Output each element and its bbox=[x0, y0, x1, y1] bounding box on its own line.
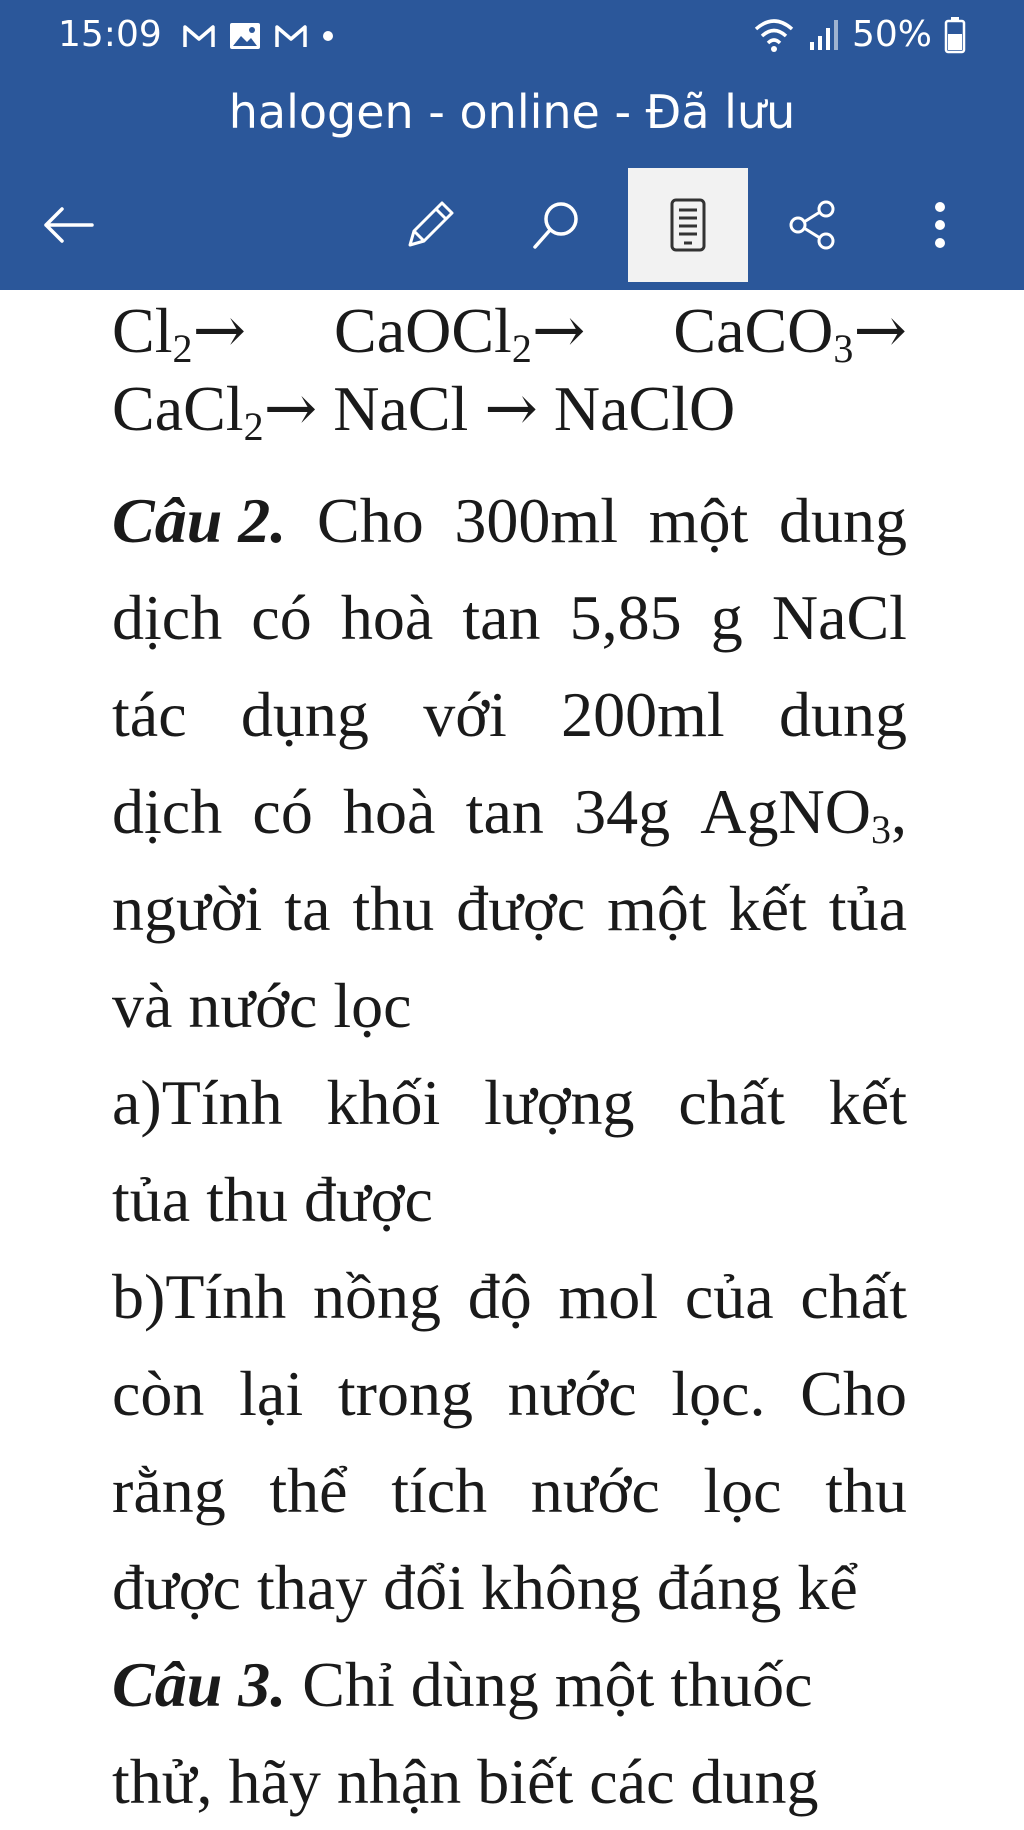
formula-term: NaClO bbox=[553, 373, 736, 444]
notification-icons bbox=[182, 18, 336, 54]
search-button[interactable] bbox=[507, 168, 607, 282]
question-2b-line-3: rằng thể tích nước lọc thu bbox=[112, 1455, 907, 1526]
reading-view-icon bbox=[668, 197, 708, 253]
question-2-label: Câu 2. bbox=[112, 485, 287, 556]
status-time: 15:09 bbox=[58, 14, 162, 55]
question-2-line-2: dịch có hoà tan 5,85 g NaCl bbox=[112, 582, 907, 653]
question-2a-line-1: a)Tính khối lượng chất kết bbox=[112, 1067, 907, 1138]
question-3-line-1: Câu 3. Chỉ dùng một thuốc bbox=[112, 1649, 813, 1720]
question-2a-line-2: tủa thu được bbox=[112, 1164, 433, 1235]
question-2-line-6: và nước lọc bbox=[112, 970, 412, 1041]
question-3-line-2: thử, hãy nhận biết các dung bbox=[112, 1746, 819, 1817]
system-icons bbox=[752, 14, 966, 56]
formula-term: NaCl → bbox=[333, 372, 538, 446]
question-2b-line-2: còn lại trong nước lọc. Cho bbox=[112, 1358, 907, 1429]
more-vert-icon bbox=[930, 197, 950, 253]
equation-line-1 bbox=[112, 292, 907, 370]
share-button[interactable] bbox=[762, 168, 862, 282]
equation-line-2 bbox=[112, 370, 907, 454]
status-bar bbox=[0, 0, 1024, 70]
search-icon bbox=[529, 197, 585, 253]
back-button[interactable] bbox=[18, 168, 118, 282]
app-bar bbox=[0, 0, 1024, 290]
signal-icon bbox=[808, 18, 840, 52]
battery-percent: 50% bbox=[851, 14, 932, 55]
question-2b-line-1: b)Tính nồng độ mol của chất bbox=[112, 1261, 907, 1332]
question-3-label: Câu 3. bbox=[112, 1649, 287, 1720]
gmail-icon bbox=[274, 23, 308, 49]
edit-button[interactable] bbox=[380, 168, 480, 282]
document-title: halogen - online - Đã lưu bbox=[228, 85, 796, 139]
pencil-icon bbox=[402, 197, 458, 253]
battery-icon bbox=[944, 16, 966, 54]
formula-term: Cl2→ bbox=[112, 294, 247, 371]
share-icon bbox=[784, 197, 840, 253]
formula-term: CaOCl2→ bbox=[334, 294, 586, 371]
more-options-button[interactable] bbox=[890, 168, 990, 282]
wifi-icon bbox=[752, 17, 796, 53]
formula-term: CaCO3→ bbox=[673, 294, 907, 371]
reading-view-button[interactable] bbox=[628, 168, 748, 282]
gallery-icon bbox=[228, 21, 262, 51]
dot-icon bbox=[320, 28, 336, 44]
toolbar bbox=[0, 168, 1024, 284]
question-2-line-3: tác dụng với 200ml dung bbox=[112, 679, 907, 750]
document-content bbox=[112, 292, 907, 1830]
formula-agno3: AgNO3, bbox=[700, 776, 907, 852]
question-2-line-5: người ta thu được một kết tủa bbox=[112, 873, 907, 944]
formula-term: CaCl$_2$→ bbox=[112, 372, 318, 449]
back-arrow-icon bbox=[40, 205, 96, 245]
question-2b-line-4: được thay đổi không đáng kể bbox=[112, 1552, 858, 1623]
question-2-line-4: dịch có hoà tan 34g AgNO3, bbox=[112, 763, 907, 860]
gmail-icon bbox=[182, 23, 216, 49]
question-2-line-1: Câu 2. Cho 300ml một dung bbox=[112, 472, 907, 569]
